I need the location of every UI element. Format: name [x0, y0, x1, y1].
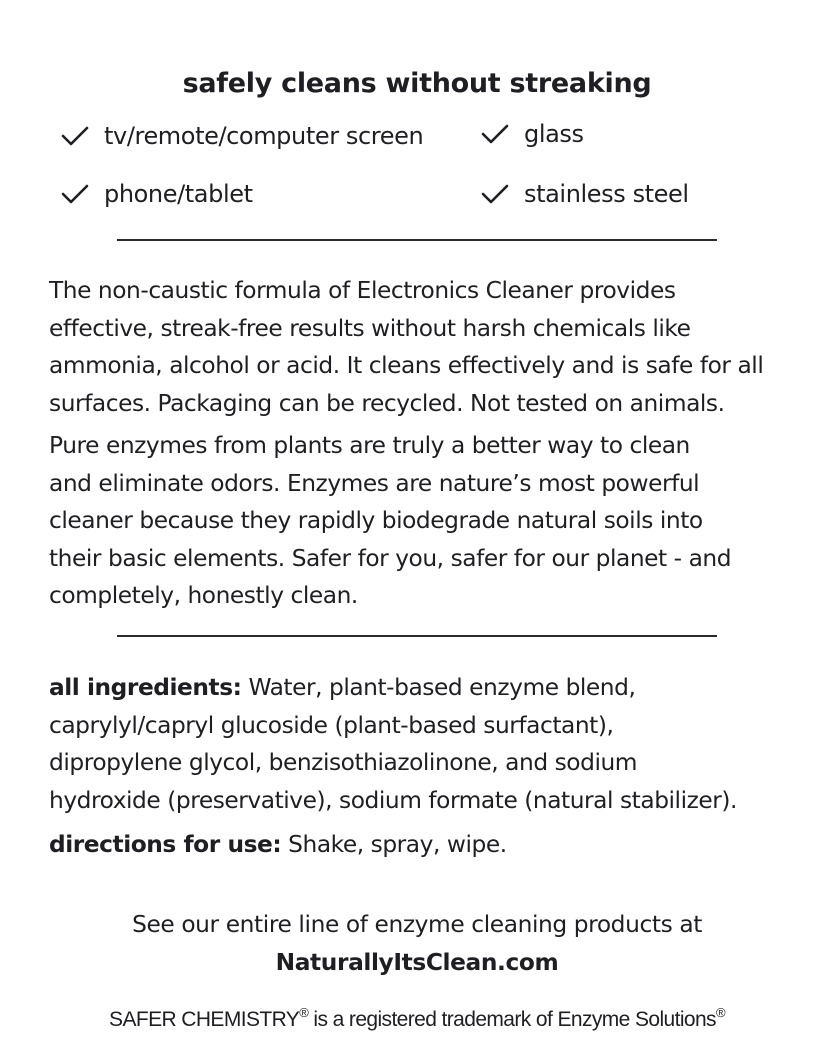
- check-item-screen: [60, 122, 423, 150]
- text-line: ammonia, alcohol or acid. It cleans effectively and is safe for all: [49, 352, 764, 379]
- checkmark-icon: [60, 124, 90, 148]
- ingredients-text: Water, plant-based enzyme blend,: [241, 674, 636, 701]
- directions-label: directions for use:: [49, 831, 282, 858]
- directions-block: [49, 826, 829, 864]
- description-paragraph-1: [49, 272, 829, 422]
- text-line: completely, honestly clean.: [49, 582, 358, 609]
- registered-mark: ®: [299, 1005, 309, 1020]
- divider-bottom: [117, 635, 717, 637]
- text-line: effective, streak-free results without harsh chemicals like: [49, 314, 691, 342]
- text-line: hydroxide (preservative), sodium formate (natural stabilizer).: [49, 786, 737, 814]
- text-line: caprylyl/capryl glucoside (plant-based surfactant),: [49, 711, 614, 739]
- check-item-phone: [60, 180, 253, 208]
- check-item-label: stainless steel: [524, 180, 689, 208]
- divider-top: [117, 239, 717, 241]
- page-heading: safely cleans without streaking: [182, 68, 652, 99]
- checkmark-icon: [60, 182, 90, 206]
- checkmark-icon: [480, 182, 510, 206]
- check-item-glass: [480, 120, 584, 148]
- directions-line: [49, 826, 829, 864]
- ingredients-line: [49, 669, 829, 707]
- website-link[interactable]: NaturallyItsClean.com: [275, 949, 559, 976]
- ingredients-label: all ingredients:: [49, 674, 242, 701]
- directions-text: Shake, spray, wipe.: [281, 831, 507, 858]
- text-line: surfaces. Packaging can be recycled. Not tested on animals.: [49, 389, 725, 417]
- promo-line: See our entire line of enzyme cleaning products at: [132, 911, 702, 938]
- text-line: cleaner because they rapidly biodegrade natural soils into: [49, 507, 703, 534]
- text-line: dipropylene glycol, benzisothiazolinone, and sodium: [49, 749, 638, 776]
- text-line: and eliminate odors. Enzymes are nature’s most powerful: [49, 469, 700, 497]
- footer-brand: SAFER CHEMISTRY: [109, 1008, 300, 1031]
- check-item-label: phone/tablet: [104, 180, 253, 208]
- check-item-label: glass: [524, 120, 584, 148]
- check-item-steel: [480, 180, 689, 208]
- text-line: Pure enzymes from plants are truly a better way to clean: [49, 432, 690, 459]
- footer-text: is a registered trademark of Enzyme Solutions: [308, 1008, 716, 1031]
- text-line: The non-caustic formula of Electronics Cleaner provides: [49, 277, 676, 304]
- registered-mark: ®: [715, 1005, 725, 1020]
- trademark-footer: [0, 1005, 834, 1032]
- description-paragraph-2: [49, 427, 829, 615]
- check-item-label: tv/remote/computer screen: [104, 122, 424, 150]
- text-line: their basic elements. Safer for you, safer for our planet - and: [49, 544, 732, 572]
- ingredients-block: [49, 669, 829, 819]
- checkmark-icon: [480, 122, 510, 146]
